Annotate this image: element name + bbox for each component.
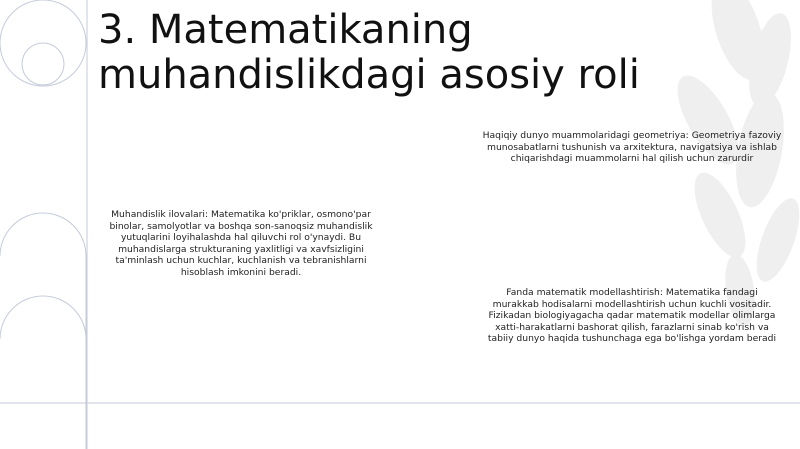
paragraph-engineering: Muhandislik ilovalari: Matematika ko'priklar, osmono'par binolar, samolyotlar va boshqa son-sanoqsiz muhandislik yutuqlarini loyihalashda hal qiluvchi rol o'ynaydi. Bu muhandislarga strukturaning yaxlitligi va xavfsizligini ta'minlash uchun kuchlar, kuchlanish va tebranishlarni hisoblash imkonini beradi.	[109, 209, 373, 278]
slide-title-line1: 3. Matematikaning	[98, 7, 473, 53]
paragraph-modeling: Fanda matematik modellashtirish: Matematika fandagi murakkab hodisalarni modellashtirish uchun kuchli vositadir. Fizikadan biologiyagacha qadar matematik modellar olimlarga xatti-harakatlarni bashorat qilish, farazlarni sinab ko'rish va tabiiy dunyo haqida tushunchaga ega bo'lishga yordam beradi	[487, 287, 777, 345]
slide-title-line2: muhandislikdagi asosiy roli	[98, 52, 640, 98]
slide-title	[98, 8, 640, 98]
paragraph-geometry: Haqiqiy dunyo muammolaridagi geometriya: Geometriya fazoviy munosabatlarni tushunish va arxitektura, navigatsiya va ishlab chiqarishdagi muammolarni hal qilish uchun zarurdir	[482, 130, 782, 165]
